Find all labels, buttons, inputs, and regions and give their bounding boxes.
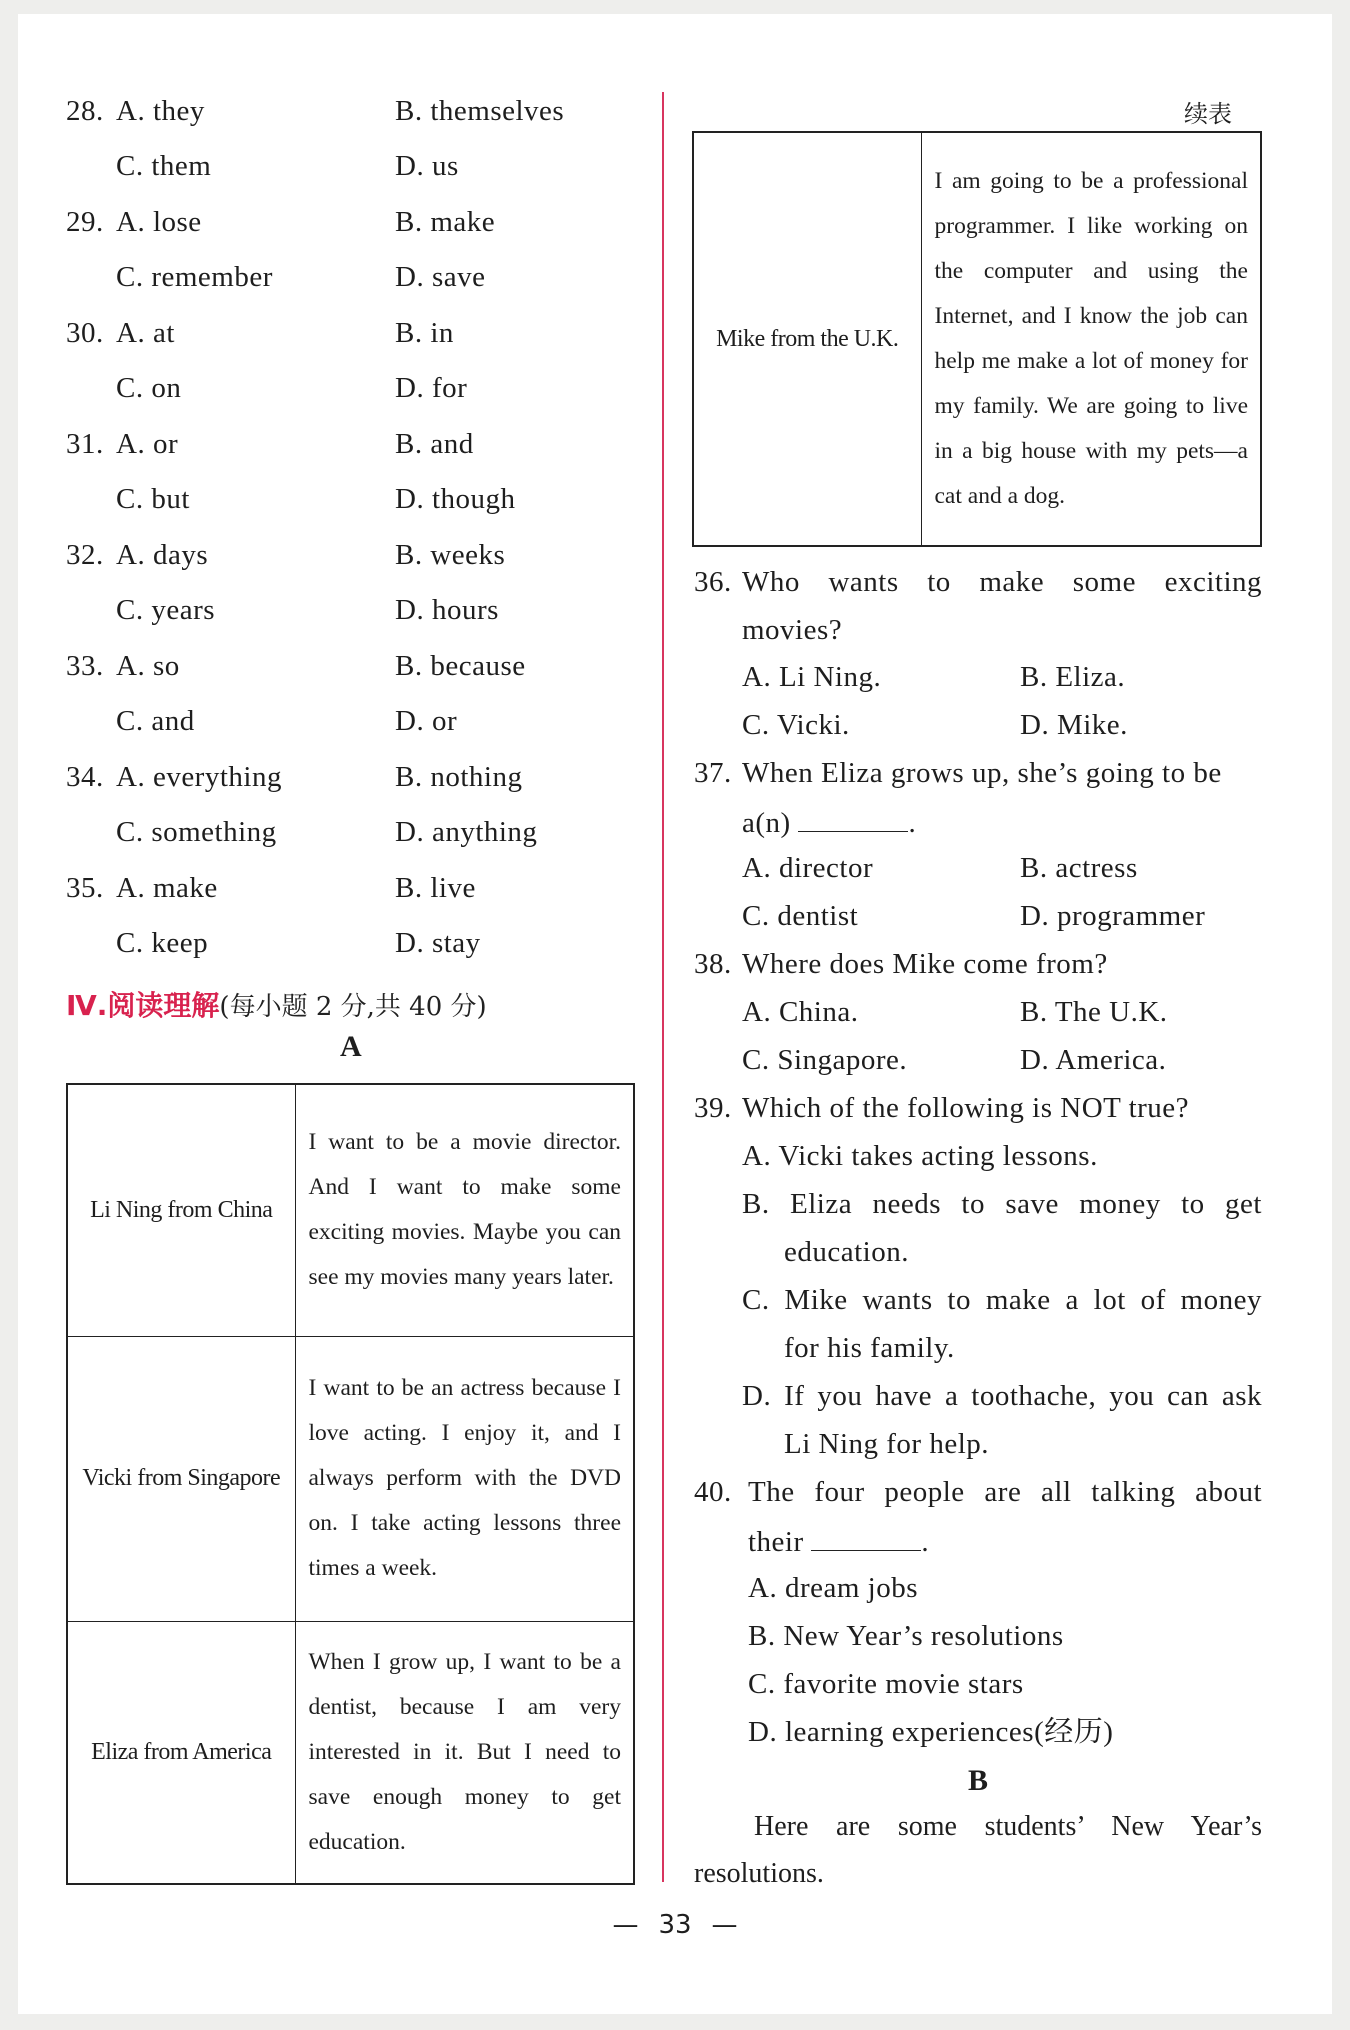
- question-40-number: 40.: [694, 1476, 732, 1508]
- question-40-stem-cont: their .: [748, 1526, 930, 1558]
- cloze-option-d: D. save: [395, 261, 486, 293]
- cloze-option-c: C. and: [116, 705, 195, 737]
- cloze-option-c: C. remember: [116, 261, 273, 293]
- footer-dash-right: —: [711, 1910, 738, 1940]
- cloze-question-number: 31.: [66, 428, 104, 460]
- cloze-option-a: A. days: [116, 539, 209, 571]
- question-37-stem-cont: a(n) .: [742, 807, 917, 839]
- question-40-stem: The four people are all talking about: [748, 1476, 1262, 1508]
- table-row: [693, 132, 1261, 546]
- page-number: 33: [658, 1910, 692, 1940]
- cloze-option-a: A. make: [116, 872, 218, 904]
- section-number: Ⅳ.: [66, 989, 108, 1022]
- question-39-option-a: A. Vicki takes acting lessons.: [742, 1140, 1098, 1172]
- cloze-option-a: A. they: [116, 95, 205, 127]
- cloze-question-number: 32.: [66, 539, 104, 571]
- cloze-question-number: 35.: [66, 872, 104, 904]
- cloze-option-a: A. so: [116, 650, 180, 682]
- table-row: [67, 1621, 634, 1884]
- question-36-option-c: C. Vicki.: [742, 709, 850, 741]
- table-row: [67, 1336, 634, 1621]
- cloze-option-b: B. make: [395, 206, 496, 238]
- cloze-option-b: B. nothing: [395, 761, 523, 793]
- question-36-stem: Who wants to make some exciting: [742, 566, 1262, 598]
- question-37-option-d: D. programmer: [1020, 900, 1206, 932]
- question-37-option-c: C. dentist: [742, 900, 859, 932]
- cloze-option-c: C. them: [116, 150, 212, 182]
- column-divider: [662, 92, 664, 1882]
- cloze-question-number: 33.: [66, 650, 104, 682]
- page-footer: [575, 1910, 775, 1940]
- cloze-question-number: 29.: [66, 206, 104, 238]
- cloze-option-a: A. everything: [116, 761, 282, 793]
- cloze-question-number: 28.: [66, 95, 104, 127]
- person-statement: When I grow up, I want to be a dentist, because I am very interested in it. But I need to save enough money to get education.: [295, 1621, 634, 1884]
- cloze-option-d: D. stay: [395, 927, 481, 959]
- question-39-option-b: B. Eliza needs to save money to get: [742, 1188, 1262, 1220]
- cloze-option-b: B. themselves: [395, 95, 565, 127]
- cloze-option-c: C. keep: [116, 927, 209, 959]
- question-36-option-d: D. Mike.: [1020, 709, 1128, 741]
- person-statement: I want to be a movie director. And I want to make some exciting movies. Maybe you can see my movies many years later.: [295, 1084, 634, 1336]
- question-37-number: 37.: [694, 757, 732, 789]
- question-40-option-a: A. dream jobs: [748, 1572, 918, 1604]
- passage-b-intro: Here are some students’ New Year’s resolutions.: [694, 1811, 1262, 1889]
- person-name: Vicki from Singapore: [67, 1336, 295, 1621]
- cloze-option-a: A. at: [116, 317, 175, 349]
- cloze-question-number: 30.: [66, 317, 104, 349]
- question-36-stem-cont: movies?: [742, 614, 843, 646]
- question-40-stem-prefix: their: [748, 1526, 804, 1558]
- answer-blank: [811, 1526, 921, 1551]
- cloze-option-b: B. in: [395, 317, 454, 349]
- person-name: Mike from the U.K.: [693, 132, 921, 546]
- section-heading: [66, 984, 487, 1024]
- cloze-option-d: D. though: [395, 483, 516, 515]
- cloze-option-b: B. live: [395, 872, 476, 904]
- cloze-option-b: B. and: [395, 428, 474, 460]
- question-36-option-b: B. Eliza.: [1020, 661, 1126, 693]
- question-38-stem: Where does Mike come from?: [742, 948, 1108, 980]
- question-39-number: 39.: [694, 1092, 732, 1124]
- passage-a-table-continued: [692, 131, 1262, 547]
- question-36-option-a: A. Li Ning.: [742, 661, 882, 693]
- cloze-option-d: D. for: [395, 372, 468, 404]
- continued-label: 续表: [1184, 100, 1232, 128]
- question-37-stem: When Eliza grows up, she’s going to be: [742, 757, 1222, 789]
- question-39-option-c: C. Mike wants to make a lot of money: [742, 1284, 1262, 1316]
- question-37-option-a: A. director: [742, 852, 874, 884]
- person-statement: I am going to be a professional programmer. I like working on the computer and using the Internet, and I know the job can help me make a lot of money for my family. We are going to live in a big house with my pets—a cat and a dog.: [921, 132, 1261, 546]
- question-38-option-a: A. China.: [742, 996, 859, 1028]
- section-score-note: (每小题 2 分,共 40 分): [219, 992, 487, 1022]
- question-39-option-d-cont: Li Ning for help.: [784, 1428, 990, 1460]
- question-37-option-b: B. actress: [1020, 852, 1138, 884]
- passage-a-letter: A: [340, 1030, 362, 1063]
- table-row: [67, 1084, 634, 1336]
- question-40-option-b: B. New Year’s resolutions: [748, 1620, 1064, 1652]
- cloze-question-number: 34.: [66, 761, 104, 793]
- section-name: 阅读理解: [107, 989, 220, 1022]
- passage-b-letter: B: [968, 1764, 989, 1797]
- question-39-stem: Which of the following is NOT true?: [742, 1092, 1190, 1124]
- question-37-stem-prefix: a(n): [742, 807, 791, 839]
- cloze-option-b: B. because: [395, 650, 526, 682]
- cloze-option-d: D. us: [395, 150, 459, 182]
- cloze-option-c: C. years: [116, 594, 216, 626]
- passage-a-table: [66, 1083, 635, 1885]
- question-36-number: 36.: [694, 566, 732, 598]
- question-38-option-c: C. Singapore.: [742, 1044, 908, 1076]
- cloze-option-c: C. but: [116, 483, 190, 515]
- cloze-option-c: C. on: [116, 372, 182, 404]
- cloze-option-d: D. or: [395, 705, 458, 737]
- person-statement: I want to be an actress because I love acting. I enjoy it, and I always perform with the DVD on. I take acting lessons three times a week.: [295, 1336, 634, 1621]
- cloze-option-a: A. lose: [116, 206, 202, 238]
- question-39-option-c-cont: for his family.: [784, 1332, 955, 1364]
- question-39-option-b-cont: education.: [784, 1236, 909, 1268]
- footer-dash-left: —: [612, 1910, 639, 1940]
- question-38-option-b: B. The U.K.: [1020, 996, 1168, 1028]
- answer-blank: [798, 807, 908, 832]
- question-38-option-d: D. America.: [1020, 1044, 1167, 1076]
- question-40-option-c: C. favorite movie stars: [748, 1668, 1024, 1700]
- cloze-option-c: C. something: [116, 816, 277, 848]
- question-39-option-d: D. If you have a toothache, you can ask: [742, 1380, 1262, 1412]
- question-40-option-d: D. learning experiences(经历): [748, 1716, 1114, 1748]
- cloze-option-d: D. anything: [395, 816, 538, 848]
- cloze-option-d: D. hours: [395, 594, 499, 626]
- person-name: Li Ning from China: [67, 1084, 295, 1336]
- question-38-number: 38.: [694, 948, 732, 980]
- cloze-option-b: B. weeks: [395, 539, 506, 571]
- cloze-option-a: A. or: [116, 428, 179, 460]
- person-name: Eliza from America: [67, 1621, 295, 1884]
